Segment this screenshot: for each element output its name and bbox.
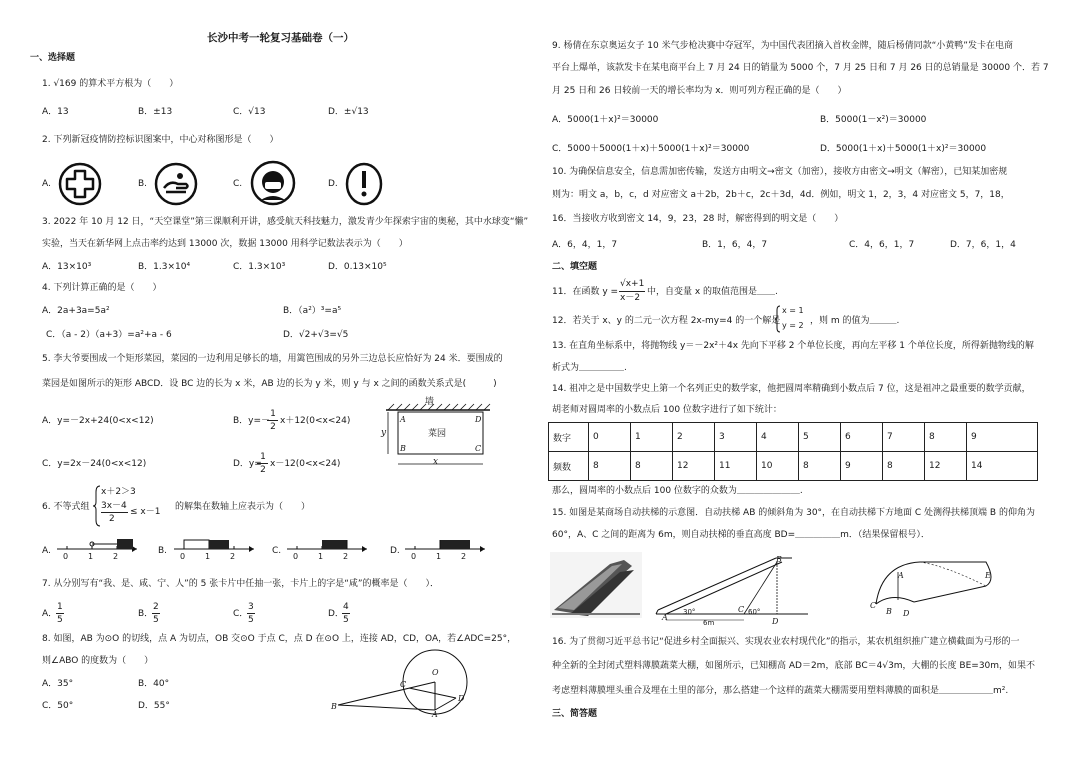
garden-y-label: y bbox=[381, 428, 387, 438]
q14-after: 那么，圆周率的小数点后 100 位数字的众数为＿＿＿＿＿＿＿. bbox=[552, 486, 803, 496]
table-cell: 11 bbox=[715, 452, 757, 481]
q6-brace bbox=[93, 485, 101, 527]
escalator-picture bbox=[550, 552, 642, 618]
q1-option-b: B．±13 bbox=[138, 107, 173, 117]
escalator-angle-c: 60° bbox=[748, 608, 761, 616]
q6-b-tick-2: 2 bbox=[230, 552, 236, 561]
circle-point-o: O bbox=[432, 668, 439, 677]
q5-option-b-prefix: B．y=－ bbox=[233, 416, 271, 426]
q12-solution-x: x = 1 bbox=[782, 306, 804, 315]
q9-line3: 月 25 日和 26 日较前一天的增长率均为 x．则可列方程正确的是（ ） bbox=[552, 86, 847, 96]
greenhouse-point-b: B bbox=[886, 607, 892, 616]
q5-d-half-num: 1 bbox=[260, 452, 266, 462]
section-heading-answer: 三、简答题 bbox=[552, 709, 598, 719]
q6-c-tick-1: 1 bbox=[318, 552, 324, 561]
table-cell: 8 bbox=[799, 452, 841, 481]
q13-line1: 13. 在直角坐标系中，将抛物线 y＝－2x²＋4x 先向下平移 2 个单位长度，再向左平移 1 个单位长度，所得新抛物线的解 bbox=[552, 341, 1034, 351]
q5-option-c: C．y=2x－24(0<x<12) bbox=[42, 459, 147, 469]
q10-option-b: B．1，6，4，7 bbox=[702, 240, 768, 250]
q4-stem: 4. 下列计算正确的是（ ） bbox=[42, 283, 162, 293]
q12-brace bbox=[775, 305, 781, 333]
table-cell: 2 bbox=[673, 423, 715, 452]
q10-option-c: C．4，6，1，7 bbox=[849, 240, 915, 250]
q12-suffix: ，则 m 的值为＿＿＿. bbox=[810, 316, 900, 326]
table-row bbox=[549, 452, 1038, 481]
q10-option-a: A．6，4，1，7 bbox=[552, 240, 618, 250]
q7-c-label: C． bbox=[233, 609, 249, 619]
q7-c-num: 3 bbox=[248, 602, 254, 612]
q2-option-d: D. bbox=[328, 179, 338, 189]
q8-line2: 则∠ABO 的度数为（ ） bbox=[42, 656, 154, 666]
q7-stem: 7. 从分别写有“我、是、咸、宁、人”的 5 张卡片中任抽一张，卡片上的字是“咸”的概率是（ ）． bbox=[42, 579, 440, 589]
garden-wall-label: 墙 bbox=[425, 397, 435, 407]
q5-option-d-suffix: x－12(0<x<24) bbox=[270, 459, 341, 469]
q5-option-b-suffix: x＋12(0<x<24) bbox=[280, 416, 351, 426]
pi-digit-frequency-table bbox=[548, 422, 1038, 481]
q4-option-d: D．√2+√3=√5 bbox=[283, 330, 349, 340]
q6-suffix: 的解集在数轴上应表示为（ ） bbox=[175, 502, 311, 512]
q3-line2: 实验，当天在新华网上点击率约达到 13000 次，数据 13000 用科学记数法表示为（ ） bbox=[42, 239, 408, 249]
garden-x-label: x bbox=[433, 457, 439, 467]
greenhouse-point-c: C bbox=[870, 601, 877, 610]
escalator-distance: 6m bbox=[703, 619, 715, 627]
q11-numerator: √x+1 bbox=[620, 279, 645, 289]
q14-line1: 14. 祖冲之是中国数学史上第一个名列正史的数学家，他把圆周率精确到小数点后 7 位，这是祖冲之最重要的数学贡献， bbox=[552, 384, 1031, 394]
escalator-point-b: B bbox=[776, 555, 782, 564]
greenhouse-point-e: E bbox=[985, 571, 991, 580]
garden-point-d: D bbox=[475, 415, 482, 424]
q9-option-b: B．5000(1－x²)＝30000 bbox=[820, 115, 927, 125]
q3-option-d: D．0.13×10⁵ bbox=[328, 262, 387, 272]
q16b-line1: 16. 为了贯彻习近平总书记“促进乡村全面振兴、实现农业农村现代化”的指示，某农机组织推广建立横截面为弓形的一 bbox=[552, 637, 1020, 647]
table-cell: 10 bbox=[757, 452, 799, 481]
q5-line2: 菜园是如图所示的矩形 ABCD．设 BC 边的长为 x 米，AB 边的长为 y 米，则 y 与 x 之间的函数关系式是( ) bbox=[42, 379, 497, 389]
hand-washing-icon bbox=[154, 162, 198, 206]
q5-b-half-num: 1 bbox=[270, 409, 276, 419]
q3-line1: 3. 2022 年 10 月 12 日，“天空课堂”第三课顺利开讲，感受航天科技魅力，激发青少年探索宇宙的奥秘，其中水球变“懒” bbox=[42, 217, 529, 227]
q6-d-tick-0: 0 bbox=[411, 552, 417, 561]
greenhouse-point-d: D bbox=[903, 609, 910, 618]
q3-option-a: A．13×10³ bbox=[42, 262, 92, 272]
q5-option-d-prefix: D．y= bbox=[233, 459, 262, 469]
q7-c-den: 5 bbox=[248, 615, 254, 625]
q10-option-d: D．7，6，1，4 bbox=[950, 240, 1016, 250]
q8-option-a: A．35° bbox=[42, 679, 74, 689]
q10-line3: 16．当接收方收到密文 14，9，23，28 时，解密得到的明文是（ ） bbox=[552, 214, 844, 224]
q7-a-den: 5 bbox=[57, 615, 63, 625]
q4-option-c: C．（a - 2）（a+3）=a²+a - 6 bbox=[46, 330, 172, 340]
q2-option-c: C. bbox=[233, 179, 243, 189]
circle-point-a: A bbox=[432, 710, 438, 719]
q6-inequality-1: x＋2＞3 bbox=[101, 487, 136, 497]
q11-prefix: 11．在函数 y = bbox=[552, 287, 619, 297]
q8-option-c: C．50° bbox=[42, 701, 74, 711]
q9-line1: 9. 杨倩在东京奥运女子 10 米气步枪决赛中夺冠军，为中国代表团摘入首枚金牌，随后杨倩同款“小黄鸭”发卡在电商 bbox=[552, 41, 1013, 51]
q10-line1: 10. 为确保信息安全，信息需加密传输，发送方由明文→密文（加密），接收方由密文→明文（解密），已知某加密规 bbox=[552, 167, 1008, 177]
q2-option-b: B. bbox=[138, 179, 148, 189]
q6-a-tick-1: 1 bbox=[88, 552, 94, 561]
q5-d-half-den: 2 bbox=[260, 465, 266, 475]
page-title: 长沙中考一轮复习基础卷（一） bbox=[207, 32, 354, 44]
q1-option-d: D．±√13 bbox=[328, 107, 369, 117]
table-cell: 3 bbox=[715, 423, 757, 452]
q6-option-d: D. bbox=[390, 546, 400, 556]
q7-a-label: A． bbox=[42, 609, 58, 619]
q6-d-tick-2: 2 bbox=[461, 552, 467, 561]
table-cell: 5 bbox=[799, 423, 841, 452]
first-aid-cross-icon bbox=[58, 162, 102, 206]
table-cell: 12 bbox=[925, 452, 967, 481]
q1-option-c: C．√13 bbox=[233, 107, 266, 117]
q9-option-c: C．5000＋5000(1＋x)＋5000(1＋x)²＝30000 bbox=[552, 144, 750, 154]
q16b-line3: 考虑塑料薄膜埋头重合及埋在土里的部分，那么搭建一个这样的蔬菜大棚需要用塑料薄膜的面积是＿＿＿＿＿＿m². bbox=[552, 686, 1009, 696]
q15-line2: 60°，A、C 之间的距离为 6m，则自动扶梯的垂直高度 BD=＿＿＿＿＿m．（结果保留根号）． bbox=[552, 530, 930, 540]
q11-suffix: 中，自变量 x 的取值范围是＿＿. bbox=[647, 287, 778, 297]
q8-option-d: D．55° bbox=[138, 701, 170, 711]
q10-line2: 则为：明文 a，b，c，d 对应密文 a＋2b，2b＋c，2c＋3d，4d．例如，明文 1，2，3，4 对应密文 5，7，18， bbox=[552, 190, 1010, 200]
q3-option-b: B．1.3×10⁴ bbox=[138, 262, 191, 272]
q5-option-a: A．y=－2x+24(0<x<12) bbox=[42, 416, 154, 426]
q7-d-den: 5 bbox=[343, 615, 349, 625]
q7-b-den: 5 bbox=[153, 615, 159, 625]
q9-option-d: D．5000(1＋x)＋5000(1＋x)²＝30000 bbox=[820, 144, 987, 154]
q5-b-half-den: 2 bbox=[270, 422, 276, 432]
escalator-point-c: C bbox=[738, 605, 745, 614]
q6-c-tick-2: 2 bbox=[343, 552, 349, 561]
table-cell: 9 bbox=[841, 452, 883, 481]
q6-option-a: A. bbox=[42, 546, 51, 556]
q6-ineq2-numerator: 3x－4 bbox=[101, 501, 127, 511]
q8-option-b: B．40° bbox=[138, 679, 170, 689]
q16b-line2: 种全新的全封闭式塑料薄膜蔬菜大棚，如图所示，已知棚高 AD＝2m，底部 BC＝4√3m，大棚的长度 BE=30m，如果不 bbox=[552, 661, 1036, 671]
q13-line2: 析式为＿＿＿＿＿. bbox=[552, 363, 627, 373]
table-cell: 8 bbox=[883, 452, 925, 481]
q6-d-tick-1: 1 bbox=[436, 552, 442, 561]
escalator-point-d: D bbox=[772, 617, 779, 626]
q6-a-tick-2: 2 bbox=[113, 552, 119, 561]
greenhouse-point-a: A bbox=[898, 571, 904, 580]
escalator-point-a: A bbox=[662, 613, 668, 622]
q6-a-tick-0: 0 bbox=[63, 552, 69, 561]
table-header-cell: 数字 bbox=[549, 423, 589, 452]
q6-c-tick-0: 0 bbox=[293, 552, 299, 561]
q4-option-b: B．（a²）³=a⁵ bbox=[283, 306, 342, 316]
circle-point-d: D bbox=[458, 694, 465, 703]
q15-line1: 15. 如图是某商场自动扶梯的示意图．自动扶梯 AB 的倾斜角为 30°，在自动扶梯下方地面 C 处测得扶梯顶端 B 的仰角为 bbox=[552, 508, 1035, 518]
q7-b-num: 2 bbox=[153, 602, 159, 612]
table-cell: 4 bbox=[757, 423, 799, 452]
q9-line2: 平台上爆单，该款发卡在某电商平台上 7 月 24 日的销量为 5000 个，7 月 25 日和 7 月 26 日的总销量是 30000 个．若 7 bbox=[552, 63, 1049, 73]
q1-option-a: A．13 bbox=[42, 107, 69, 117]
q12-solution-y: y = 2 bbox=[782, 321, 804, 330]
table-cell: 14 bbox=[967, 452, 1038, 481]
q6-ineq2-rhs: ≤ x－1 bbox=[130, 507, 161, 517]
q6-option-c: C. bbox=[272, 546, 282, 556]
q5-line1: 5. 李大爷要围成一个矩形菜园，菜园的一边利用足够长的墙，用篱笆围成的另外三边总长应恰好为 24 米．要围成的 bbox=[42, 354, 503, 364]
garden-point-a: A bbox=[400, 415, 406, 424]
q8-line1: 8. 如图，AB 为⊙O 的切线，点 A 为切点，OB 交⊙O 于点 C，点 D 在⊙O 上，连接 AD，CD，OA，若∠ADC=25°， bbox=[42, 634, 517, 644]
table-cell: 0 bbox=[589, 423, 631, 452]
circle-point-b: B bbox=[331, 702, 337, 711]
q14-line2: 胡老师对圆周率的小数点后 100 位数字进行了如下统计： bbox=[552, 405, 782, 415]
masked-person-icon bbox=[250, 160, 296, 206]
exclamation-icon bbox=[344, 162, 384, 206]
q6-ineq2-denominator: 2 bbox=[109, 514, 115, 524]
q4-option-a: A．2a+3a=5a² bbox=[42, 306, 110, 316]
q2-stem: 2. 下列新冠疫情防控标识图案中，中心对称图形是（ ） bbox=[42, 135, 279, 145]
table-cell: 8 bbox=[925, 423, 967, 452]
q6-prefix: 6. 不等式组 bbox=[42, 502, 90, 512]
table-cell: 7 bbox=[883, 423, 925, 452]
table-cell: 6 bbox=[841, 423, 883, 452]
q6-option-b: B. bbox=[158, 546, 168, 556]
q7-d-num: 4 bbox=[343, 602, 349, 612]
q1-stem: 1. √169 的算术平方根为（ ） bbox=[42, 79, 179, 89]
garden-point-b: B bbox=[400, 444, 406, 453]
q3-option-c: C．1.3×10³ bbox=[233, 262, 286, 272]
q6-b-tick-0: 0 bbox=[180, 552, 186, 561]
escalator-angle-a: 30° bbox=[683, 608, 696, 616]
table-row bbox=[549, 423, 1038, 452]
table-cell: 9 bbox=[967, 423, 1038, 452]
q7-d-label: D． bbox=[328, 609, 344, 619]
garden-point-c: C bbox=[475, 444, 482, 453]
q6-b-tick-1: 1 bbox=[205, 552, 211, 561]
q12-prefix: 12．若关于 x、y 的二元一次方程 2x-my=4 的一个解是 bbox=[552, 316, 781, 326]
table-cell: 12 bbox=[673, 452, 715, 481]
q9-option-a: A．5000(1＋x)²＝30000 bbox=[552, 115, 659, 125]
q7-a-num: 1 bbox=[57, 602, 63, 612]
escalator-triangle-diagram bbox=[652, 554, 812, 626]
q7-b-label: B． bbox=[138, 609, 154, 619]
section-heading-choice: 一、选择题 bbox=[30, 53, 76, 63]
circle-point-c: C bbox=[400, 680, 407, 689]
q11-denominator: x－2 bbox=[620, 293, 641, 303]
table-cell: 1 bbox=[631, 423, 673, 452]
table-header-cell: 频数 bbox=[549, 452, 589, 481]
table-cell: 8 bbox=[589, 452, 631, 481]
q2-option-a: A. bbox=[42, 179, 51, 189]
section-heading-fill: 二、填空题 bbox=[552, 262, 598, 272]
garden-label: 菜园 bbox=[428, 429, 447, 439]
table-cell: 8 bbox=[631, 452, 673, 481]
